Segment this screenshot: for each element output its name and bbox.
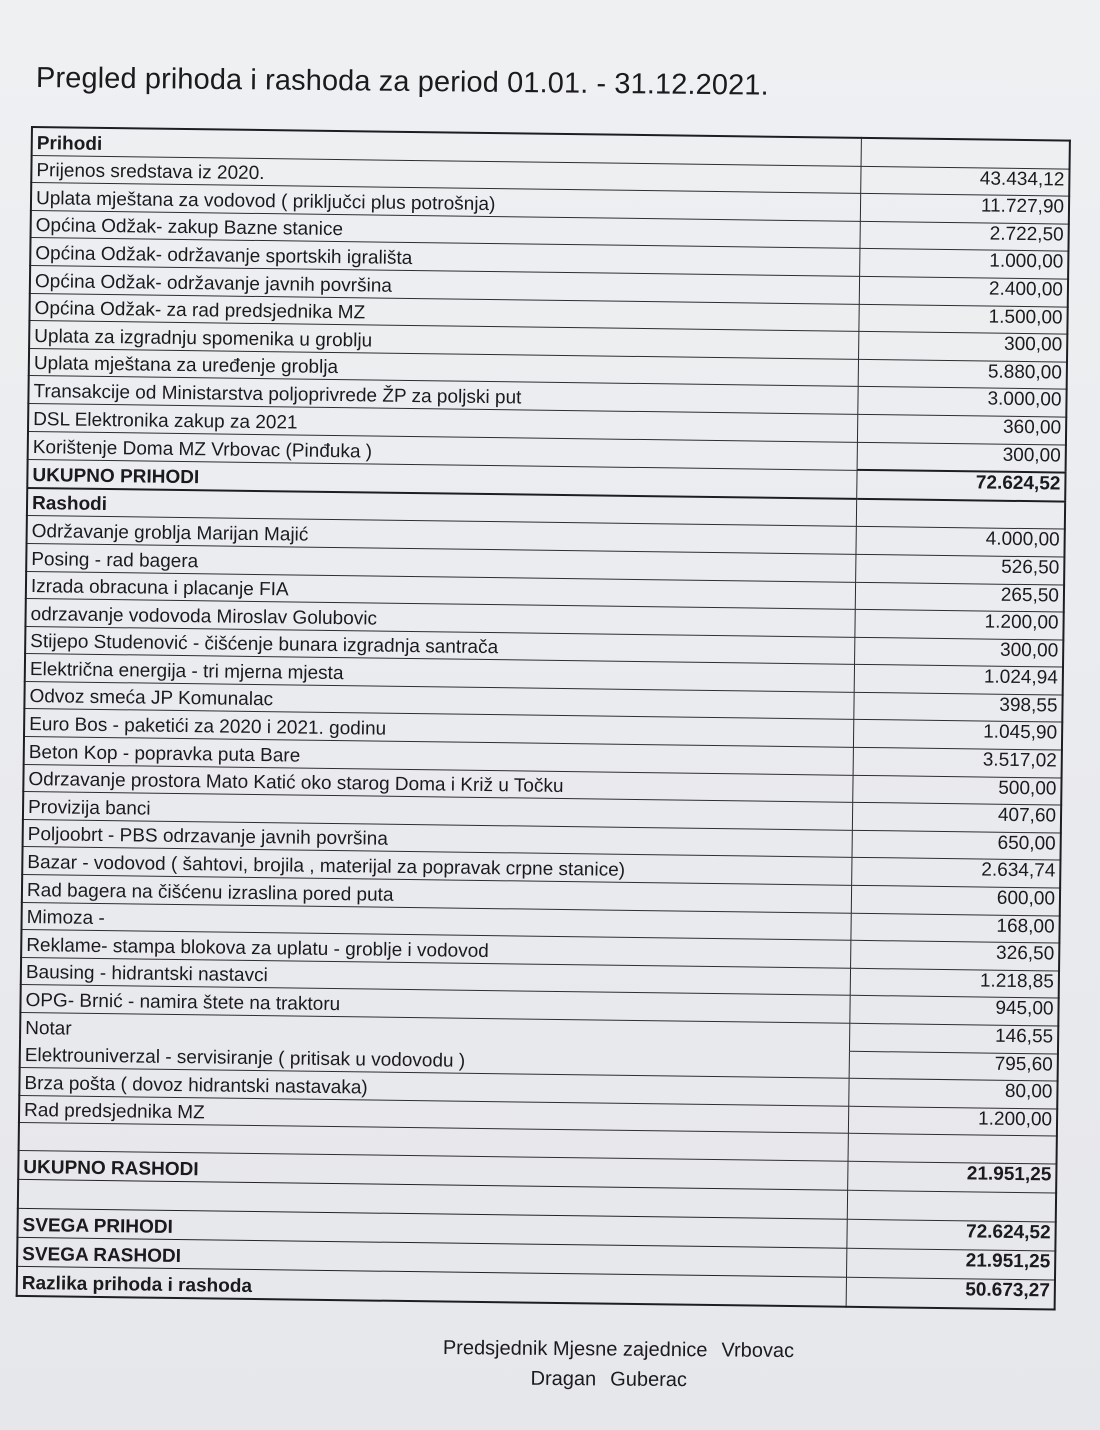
income-row-amount: 300,00 bbox=[858, 332, 1067, 362]
summary-income-row-amount: 72.624,52 bbox=[846, 1219, 1055, 1251]
expense-row-label: Električna energija - tri mjerna mjesta bbox=[25, 654, 854, 692]
expense-row-label: OPG- Brnić - namira štete na traktoru bbox=[20, 985, 849, 1023]
expense-row-label: Izrada obracuna i placanje FIA bbox=[26, 571, 855, 609]
expense-row-label: Reklame- stampa blokova za uplatu - groblje i vodovod bbox=[21, 930, 850, 968]
expense-row-label: Euro Bos - paketići za 2020 i 2021. godinu bbox=[24, 709, 853, 747]
summary-income-row-label: SVEGA PRIHODI bbox=[17, 1208, 846, 1248]
expense-row-amount: 1.024,94 bbox=[854, 665, 1063, 695]
income-row-amount: 43.434,12 bbox=[860, 166, 1069, 196]
summary-expenses-row-amount: 21.951,25 bbox=[846, 1248, 1055, 1280]
expense-row-label: Posing - rad bagera bbox=[26, 543, 855, 581]
income-row-amount: 360,00 bbox=[857, 414, 1066, 444]
expenses-total-row-label: UKUPNO RASHODI bbox=[18, 1150, 847, 1190]
signature-role: Predsjednik Mjesne zajednice bbox=[442, 1336, 708, 1362]
expense-row-amount: 1.045,90 bbox=[853, 720, 1062, 750]
expense-row-label: Bazar - vodovod ( šahtovi, brojila , materijal za popravak crpne stanice) bbox=[22, 847, 851, 885]
expense-row-label: Beton Kop - popravka puta Bare bbox=[24, 737, 853, 775]
summary-difference-row-label: Razlika prihoda i rashoda bbox=[17, 1266, 846, 1306]
income-row-label: Uplata za izgradnju spomenika u groblju bbox=[29, 321, 858, 359]
income-header-row-amount bbox=[861, 138, 1070, 169]
income-row-label: Korištenje Doma MZ Vrbovac (Pinđuka ) bbox=[28, 431, 857, 470]
signature-role-line bbox=[443, 1333, 794, 1366]
expense-row-label: Mimoza - bbox=[21, 902, 850, 940]
expense-row-amount: 600,00 bbox=[851, 885, 1060, 915]
expense-row-amount: 2.634,74 bbox=[851, 858, 1060, 888]
expense-row-amount: 300,00 bbox=[854, 637, 1063, 667]
income-row-label: Prijenos sredstava iz 2020. bbox=[31, 155, 860, 193]
expense-row-amount: 146,55 bbox=[849, 1023, 1058, 1053]
income-row-amount: 1.500,00 bbox=[858, 304, 1067, 334]
expense-row-amount: 398,55 bbox=[853, 692, 1062, 722]
income-expense-table bbox=[16, 126, 1071, 1310]
income-row-label: Općina Odžak- za rad predsjednika MZ bbox=[29, 293, 858, 331]
expense-row-label: Rad bagera na čišćenu izraslina pored puta bbox=[22, 874, 851, 912]
income-row-label: Općina Odžak- održavanje javnih površina bbox=[30, 265, 859, 303]
expense-row-label: Odvoz smeća JP Komunalac bbox=[24, 681, 853, 719]
income-row-label: Uplata mještana za vodovod ( priključci plus potrošnja) bbox=[31, 183, 860, 221]
signature-block bbox=[442, 1333, 794, 1396]
expense-row-amount: 650,00 bbox=[851, 830, 1060, 860]
income-row-label: Općina Odžak- održavanje sportskih igrališta bbox=[30, 238, 859, 276]
income-header-row-label: Prihodi bbox=[32, 127, 861, 166]
income-row-label: Uplata mještana za uređenje groblja bbox=[29, 348, 858, 386]
income-row-amount: 1.000,00 bbox=[859, 249, 1068, 279]
expenses-spacer-row-amount bbox=[848, 1134, 1057, 1164]
income-row-amount: 2.400,00 bbox=[859, 276, 1068, 306]
summary-spacer-row-amount bbox=[847, 1190, 1056, 1222]
signature-name-line bbox=[442, 1363, 793, 1396]
expense-row-amount: 168,00 bbox=[850, 913, 1059, 943]
expense-row-label: Provizija banci bbox=[23, 792, 852, 830]
summary-expenses-row-label: SVEGA RASHODI bbox=[17, 1237, 846, 1277]
expense-row-amount: 4.000,00 bbox=[855, 527, 1064, 557]
income-row-amount: 3.000,00 bbox=[857, 387, 1066, 417]
expense-row-label: Bausing - hidrantski nastavci bbox=[21, 957, 850, 995]
ledger-table-wrapper bbox=[16, 126, 1069, 1310]
income-row-label: Transakcije od Ministarstva poljoprivrede ŽP za poljski put bbox=[28, 376, 857, 414]
signature-last-name: Guberac bbox=[610, 1368, 688, 1392]
expense-row-label: Notar bbox=[20, 1012, 849, 1050]
expense-row-label: Odrzavanje prostora Mato Katić oko starog Doma i Križ u Točku bbox=[23, 764, 852, 802]
income-row-amount: 5.880,00 bbox=[858, 359, 1067, 389]
expense-row-amount: 80,00 bbox=[848, 1078, 1057, 1108]
ledger-body bbox=[17, 127, 1070, 1309]
expense-row-label: Održavanje groblja Marijan Majić bbox=[27, 516, 856, 554]
expense-row-label: Elektrouniverzal - servisiranje ( pritisak u vodovodu ) bbox=[20, 1040, 849, 1078]
expense-row-label: Stijepo Studenović - čišćenje bunara izgradnja santrača bbox=[25, 626, 854, 664]
expense-row-label: Poljoobrt - PBS odrzavanje javnih površina bbox=[23, 819, 852, 857]
expense-row-label: Rad predsjednika MZ bbox=[19, 1095, 848, 1133]
expenses-header-row-label: Rashodi bbox=[27, 488, 856, 527]
income-row-label: Općina Odžak- zakup Bazne stanice bbox=[31, 210, 860, 248]
income-row-label: DSL Elektronika zakup za 2021 bbox=[28, 403, 857, 441]
signature-community: Vrbovac bbox=[721, 1339, 795, 1363]
income-row-amount: 11.727,90 bbox=[860, 194, 1069, 224]
expenses-header-row-amount bbox=[856, 499, 1065, 530]
expense-row-amount: 326,50 bbox=[850, 941, 1059, 971]
expense-row-label: Brza pošta ( dovoz hidrantski nastavaka) bbox=[19, 1068, 848, 1106]
signature-first-name: Dragan bbox=[530, 1367, 597, 1391]
expense-row-amount: 265,50 bbox=[855, 582, 1064, 612]
expense-row-amount: 526,50 bbox=[855, 554, 1064, 584]
income-row-amount: 2.722,50 bbox=[859, 221, 1068, 251]
expense-row-amount: 1.200,00 bbox=[854, 609, 1063, 639]
income-total-row-label: UKUPNO PRIHODI bbox=[27, 459, 856, 498]
expense-row-amount: 795,60 bbox=[849, 1051, 1058, 1081]
expense-row-amount: 1.200,00 bbox=[848, 1106, 1057, 1136]
expense-row-label: odrzavanje vodovoda Miroslav Golubovic bbox=[25, 599, 854, 637]
summary-difference-row-amount: 50.673,27 bbox=[846, 1277, 1055, 1309]
expense-row-amount: 945,00 bbox=[849, 996, 1058, 1026]
expense-row-amount: 1.218,85 bbox=[850, 968, 1059, 998]
income-total-row-amount: 72.624,52 bbox=[856, 470, 1065, 501]
expenses-total-row-amount: 21.951,25 bbox=[847, 1161, 1056, 1193]
expense-row-amount: 407,60 bbox=[852, 803, 1061, 833]
expense-row-amount: 500,00 bbox=[852, 775, 1061, 805]
income-row-amount: 300,00 bbox=[857, 442, 1066, 473]
expense-row-amount: 3.517,02 bbox=[853, 747, 1062, 777]
document-title: Pregled prihoda i rashoda za period 01.01. - 31.12.2021. bbox=[35, 62, 769, 102]
